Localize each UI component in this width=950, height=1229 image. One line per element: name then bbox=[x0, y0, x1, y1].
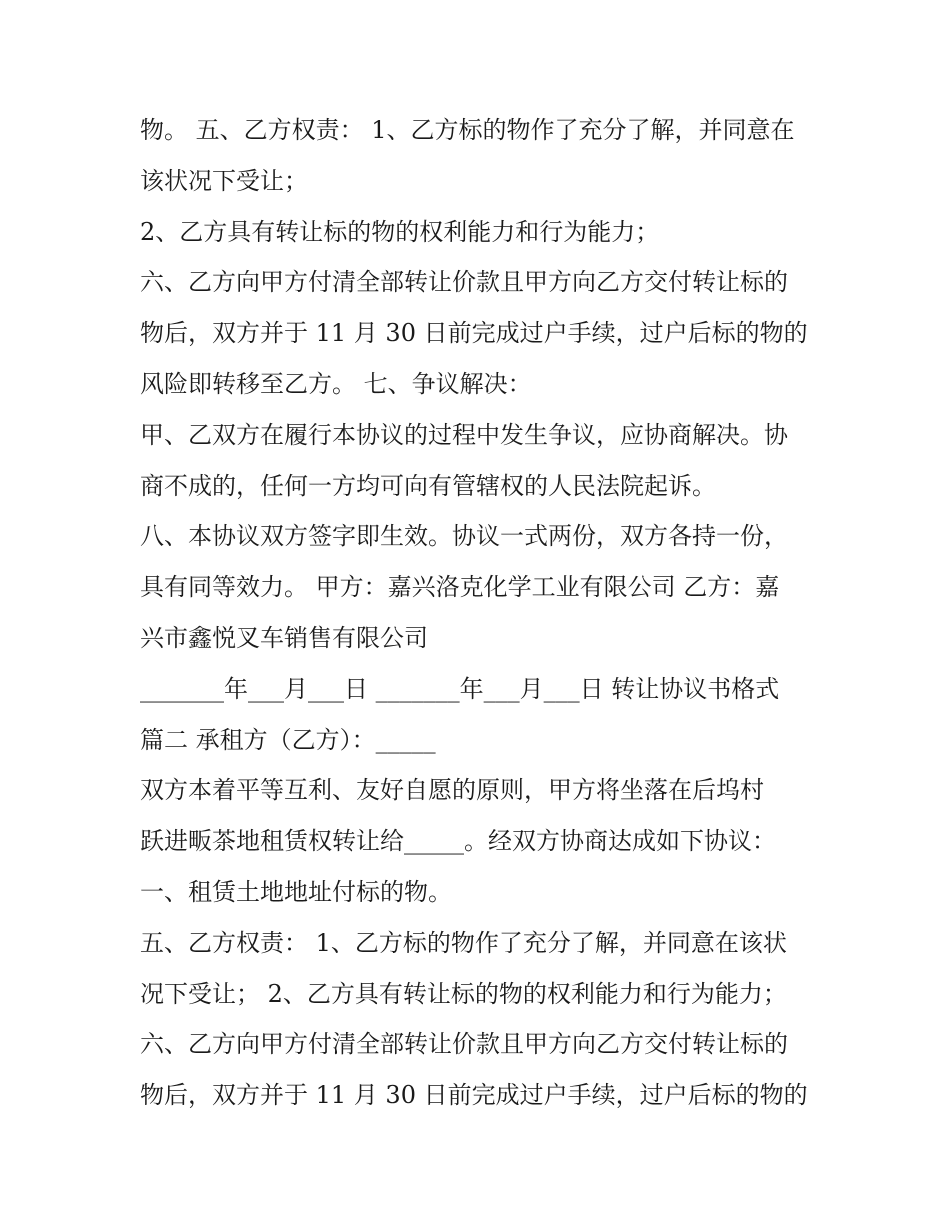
text-line: 双方本着平等互利、友好自愿的原则，甲方将坐落在后坞村 bbox=[140, 776, 764, 805]
text-line: 物后，双方并于 11 月 30 日前完成过户手续，过户后标的物的 bbox=[140, 1081, 808, 1110]
text-line: 一、租赁土地地址付标的物。 bbox=[140, 877, 452, 906]
text-line: 跃进畈茶地租赁权转让给_____。经双方协商达成如下协议： bbox=[140, 827, 776, 856]
signature-date-line: _______年___月___日 _______年___月___日 转让协议书格式 bbox=[140, 674, 780, 703]
text-line: 五、乙方权责： 1、乙方标的物作了充分了解，并同意在该状 bbox=[140, 928, 787, 957]
text-line: 该状况下受让； bbox=[140, 166, 308, 195]
text-line: 具有同等效力。 甲方：嘉兴洛克化学工业有限公司 乙方：嘉 bbox=[140, 573, 780, 602]
section-heading-line: 篇二 承租方（乙方）：_____ bbox=[140, 725, 436, 754]
text-line: 兴市鑫悦叉车销售有限公司 bbox=[140, 623, 428, 652]
text-line: 物。 五、乙方权责： 1、乙方标的物作了充分了解，并同意在 bbox=[140, 116, 795, 144]
text-line: 2、乙方具有转让标的物的权利能力和行为能力； bbox=[140, 217, 660, 246]
text-line: 风险即转移至乙方。 七、争议解决： bbox=[140, 369, 532, 398]
text-line: 甲、乙双方在履行本协议的过程中发生争议，应协商解决。协 bbox=[140, 420, 788, 449]
text-line: 物后，双方并于 11 月 30 日前完成过户手续，过户后标的物的 bbox=[140, 319, 808, 348]
text-line: 商不成的，任何一方均可向有管辖权的人民法院起诉。 bbox=[140, 471, 716, 500]
text-line: 六、乙方向甲方付清全部转让价款且甲方向乙方交付转让标的 bbox=[140, 268, 788, 297]
document-body bbox=[140, 108, 820, 1124]
text-line: 况下受让； 2、乙方具有转让标的物的权利能力和行为能力； bbox=[140, 979, 787, 1008]
text-line: 六、乙方向甲方付清全部转让价款且甲方向乙方交付转让标的 bbox=[140, 1030, 788, 1059]
text-line: 八、本协议双方签字即生效。协议一式两份，双方各持一份， bbox=[140, 522, 788, 551]
